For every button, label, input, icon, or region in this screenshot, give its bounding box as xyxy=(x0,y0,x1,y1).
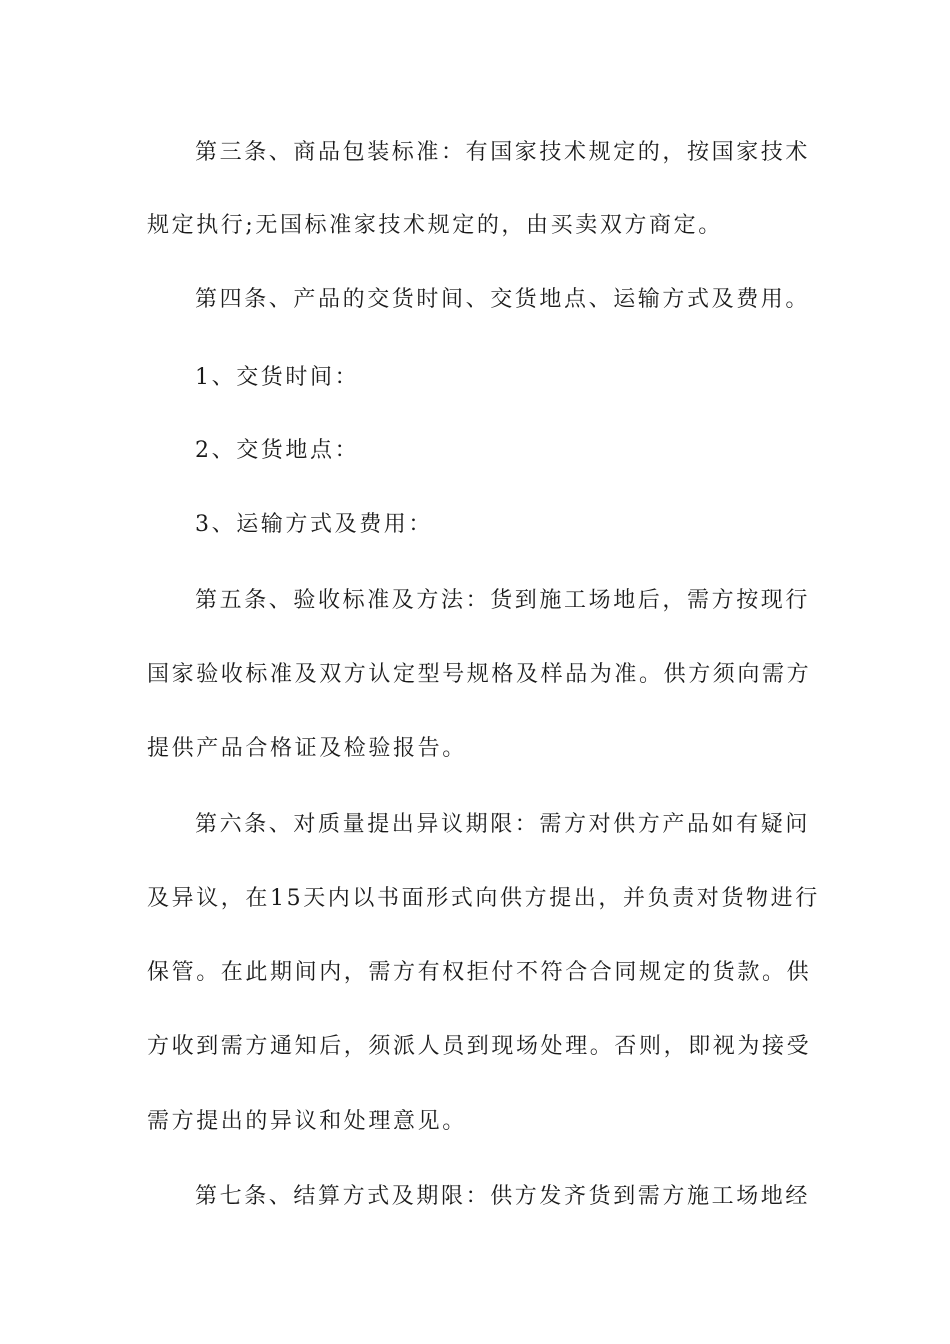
article-5-line-1: 第五条、验收标准及方法：货到施工场地后，需方按现行 xyxy=(195,588,811,613)
article-6-line-2: 及异议，在15天内以书面形式向供方提出，并负责对货物进行 xyxy=(147,886,820,911)
article-6-line-1: 第六条、对质量提出异议期限：需方对供方产品如有疑问 xyxy=(195,812,811,837)
delivery-time-item: 1、交货时间： xyxy=(195,365,360,390)
article-4-heading: 第四条、产品的交货时间、交货地点、运输方式及费用。 xyxy=(195,287,811,312)
article-6-line-3: 保管。在此期间内，需方有权拒付不符合合同规定的货款。供 xyxy=(147,960,812,985)
article-3-line-2: 规定执行;无国标准家技术规定的，由买卖双方商定。 xyxy=(147,213,723,238)
article-6-line-5: 需方提出的异议和处理意见。 xyxy=(147,1109,467,1134)
article-5-line-2: 国家验收标准及双方认定型号规格及样品为准。供方须向需方 xyxy=(147,662,812,687)
transport-cost-item: 3、运输方式及费用： xyxy=(195,512,433,537)
article-3-line-1: 第三条、商品包装标准：有国家技术规定的，按国家技术 xyxy=(195,140,811,165)
article-7-line-1: 第七条、结算方式及期限：供方发齐货到需方施工场地经 xyxy=(195,1184,811,1209)
delivery-place-item: 2、交货地点： xyxy=(195,438,360,463)
article-6-line-4: 方收到需方通知后，须派人员到现场处理。否则，即视为接受 xyxy=(147,1034,812,1059)
article-5-line-3: 提供产品合格证及检验报告。 xyxy=(147,736,467,761)
